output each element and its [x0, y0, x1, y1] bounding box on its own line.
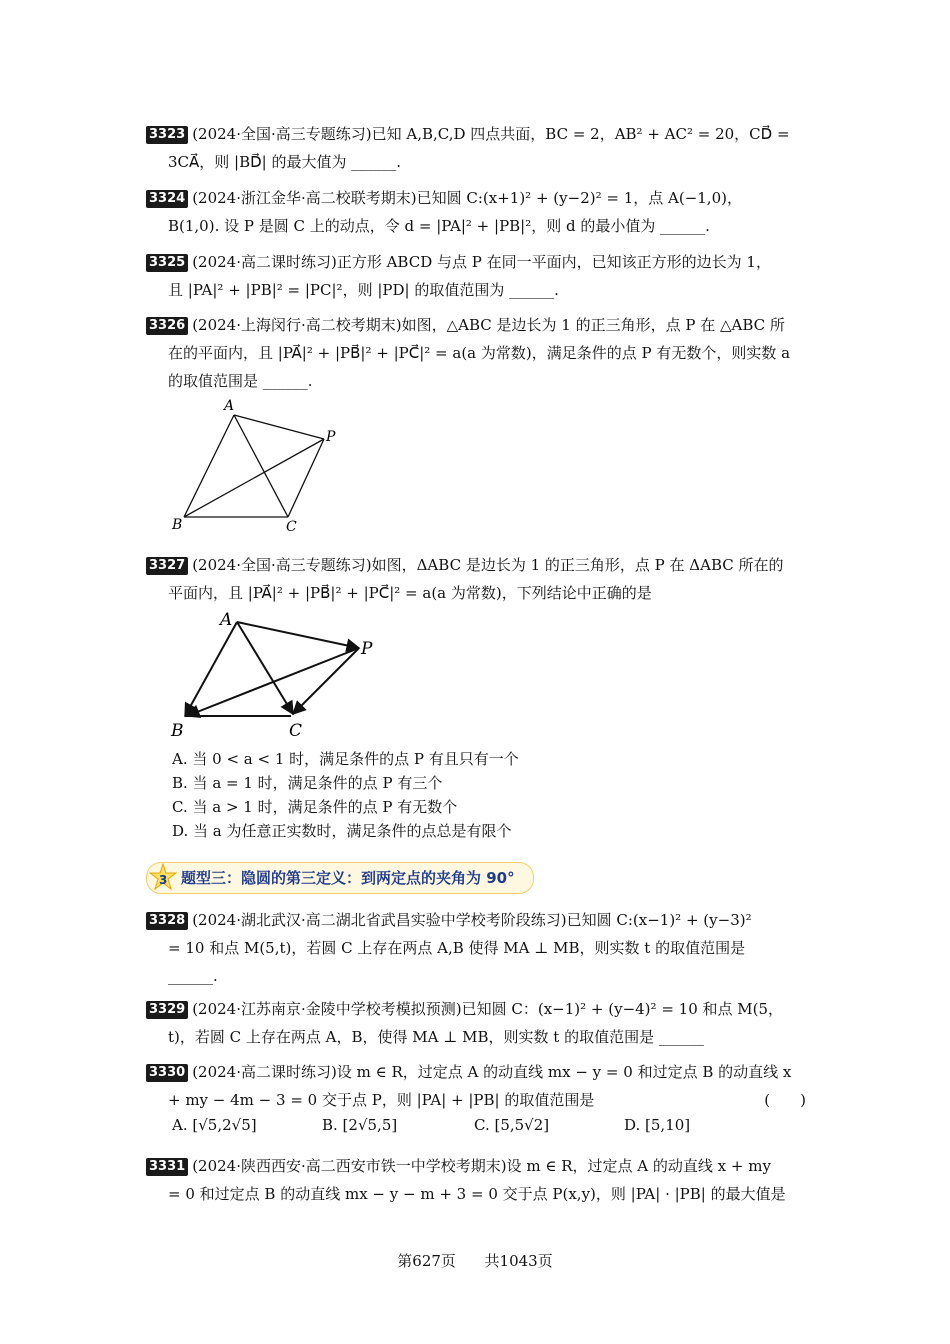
fig2-label-b: B [171, 721, 184, 741]
triangle-figure-2 [165, 608, 395, 743]
problem-text: B(1,0). 设 P 是圆 C 上的动点，令 d = |PA|² + |PB|²，则 d 的最小值为 ______. [168, 217, 710, 235]
option-a: A. 当 0 < a < 1 时，满足条件的点 P 有且只有一个 [172, 750, 519, 768]
problem-number: 3328 [146, 912, 188, 930]
problem-number: 3330 [146, 1064, 188, 1082]
problem-text: t)，若圆 C 上存在两点 A，B，使得 MA ⊥ MB，则实数 t 的取值范围是 ______ [168, 1028, 704, 1046]
fig1-label-p: P [326, 429, 336, 445]
problem-number: 3331 [146, 1158, 188, 1176]
problem-3327 [146, 551, 806, 607]
page-total: 共1043页 [484, 1252, 553, 1270]
fig1-label-a: A [224, 398, 235, 414]
star-icon [149, 863, 177, 893]
fig1-label-b: B [172, 517, 183, 533]
problem-3323 [146, 120, 806, 176]
problem-3324 [146, 184, 806, 240]
option-b: B. 当 a = 1 时，满足条件的点 P 有三个 [172, 774, 443, 792]
problem-text: 3CA⃗，则 |BD⃗| 的最大值为 ______. [168, 153, 402, 171]
problem-number: 3323 [146, 126, 188, 144]
section-title: 题型三：隐圆的第三定义：到两定点的夹角为 90° [181, 869, 515, 887]
option-b: B. [2√5,5] [322, 1116, 398, 1134]
option-c: C. 当 a > 1 时，满足条件的点 P 有无数个 [172, 798, 458, 816]
section-index: 3 [159, 873, 168, 887]
problem-text: (2024·湖北武汉·高二湖北省武昌实验中学校考阶段练习)已知圆 C:(x−1)² + (y−3)² [192, 911, 752, 929]
problem-3329 [146, 995, 806, 1051]
problem-text: (2024·江苏南京·金陵中学校考模拟预测)已知圆 C：(x−1)² + (y−4)² = 10 和点 M(5， [192, 1000, 784, 1018]
problem-3325 [146, 248, 806, 304]
problem-text: (2024·高二课时练习)正方形 ABCD 与点 P 在同一平面内，已知该正方形的边长为 1， [192, 253, 771, 271]
fig2-label-a: A [220, 610, 233, 630]
problem-text: (2024·全国·高三专题练习)已知 A,B,C,D 四点共面，BC = 2，AB² + AC² = 20，CD⃗ = [192, 125, 790, 143]
option-d: D. 当 a 为任意正实数时，满足条件的点总是有限个 [172, 822, 512, 840]
page-footer [0, 1250, 950, 1271]
problem-text: (2024·高二课时练习)设 m ∈ R，过定点 A 的动直线 mx − y = 0 和过定点 B 的动直线 x [192, 1063, 792, 1081]
problem-text: 平面内，且 |PA⃗|² + |PB⃗|² + |PC⃗|² = a(a 为常数)，下列结论中正确的是 [168, 584, 652, 602]
problem-text: = 0 和过定点 B 的动直线 mx − y − m + 3 = 0 交于点 P(x,y)，则 |PA| · |PB| 的最大值是 [168, 1185, 786, 1203]
problem-3331 [146, 1152, 806, 1208]
answer-bracket: ( ) [764, 1091, 806, 1109]
problem-text: + my − 4m − 3 = 0 交于点 P，则 |PA| + |PB| 的取值范围是 [168, 1091, 595, 1109]
problem-3328 [146, 906, 806, 990]
problem-number: 3325 [146, 254, 188, 272]
fig1-label-c: C [286, 519, 297, 535]
option-a: A. [√5,2√5] [172, 1116, 257, 1134]
section-header [146, 862, 534, 894]
problem-3330 [146, 1058, 806, 1114]
problem-text: (2024·全国·高三专题练习)如图，ΔABC 是边长为 1 的正三角形，点 P 在 ΔABC 所在的 [192, 556, 784, 574]
option-d: D. [5,10] [624, 1116, 691, 1134]
problem-3326 [146, 311, 806, 395]
problem-number: 3329 [146, 1001, 188, 1019]
problem-text: (2024·浙江金华·高二校联考期末)已知圆 C:(x+1)² + (y−2)² = 1，点 A(−1,0)， [192, 189, 742, 207]
problem-text: 且 |PA|² + |PB|² = |PC|²，则 |PD| 的取值范围为 ______. [168, 281, 559, 299]
fig2-label-c: C [289, 721, 303, 741]
triangle-figure-1 [160, 395, 360, 535]
problem-number: 3326 [146, 317, 188, 335]
fig2-label-p: P [361, 639, 373, 659]
problem-number: 3324 [146, 190, 188, 208]
option-c: C. [5,5√2] [474, 1116, 550, 1134]
options-3330 [172, 1116, 812, 1140]
problem-text: (2024·上海闵行·高二校考期末)如图，△ABC 是边长为 1 的正三角形，点 P 在 △ABC 所 [192, 316, 785, 334]
page-number: 第627页 [397, 1252, 456, 1270]
problem-text: = 10 和点 M(5,t)，若圆 C 上存在两点 A,B 使得 MA ⊥ MB，则实数 t 的取值范围是 [168, 939, 746, 957]
problem-text: 在的平面内，且 |PA⃗|² + |PB⃗|² + |PC⃗|² = a(a 为常数)，满足条件的点 P 有无数个，则实数 a [168, 344, 791, 362]
problem-text: ______. [168, 967, 218, 985]
problem-number: 3327 [146, 557, 188, 575]
problem-text: 的取值范围是 ______. [168, 372, 313, 390]
problem-text: (2024·陕西西安·高二西安市铁一中学校考期末)设 m ∈ R，过定点 A 的动直线 x + my [192, 1157, 771, 1175]
